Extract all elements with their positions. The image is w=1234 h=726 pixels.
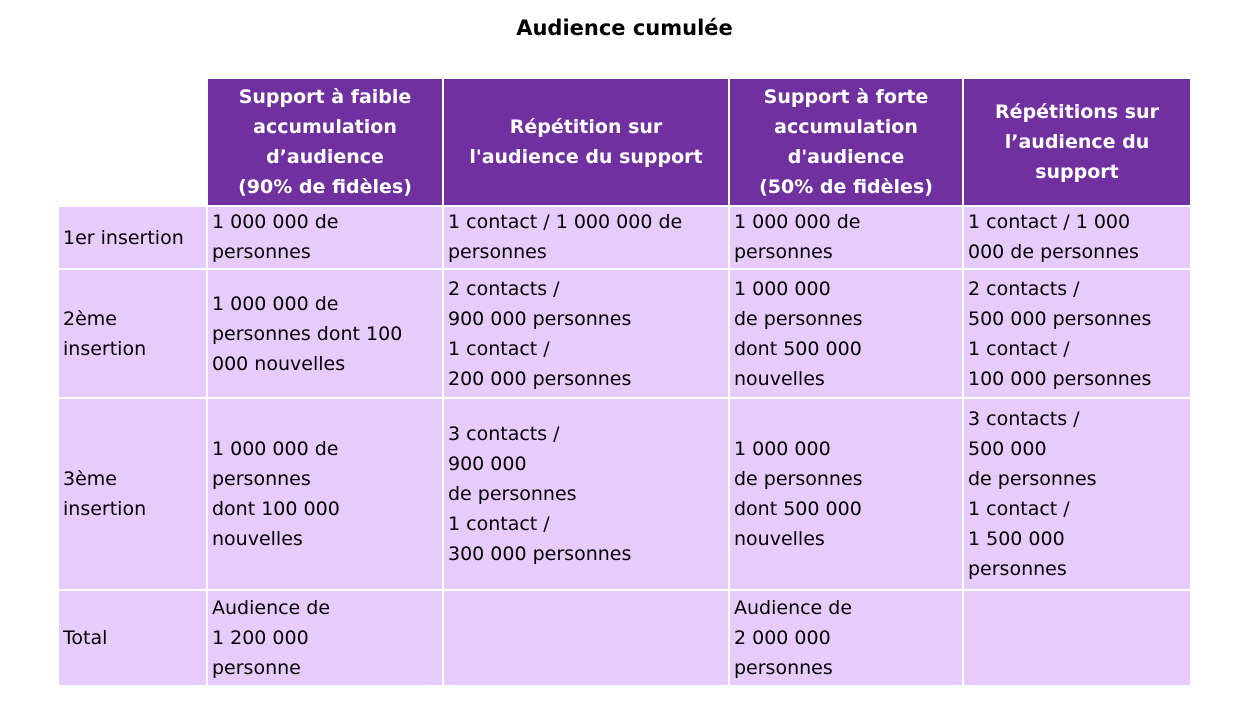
table-cell: 3 contacts / 500 000 de personnes 1 contact / 1 500 000 personnes — [963, 398, 1191, 590]
header-low-repetition: Répétition sur l'audience du support — [443, 78, 729, 206]
table-row — [58, 269, 1191, 398]
table-cell: 1 contact / 1 000 000 de personnes — [443, 206, 729, 269]
header-low-accumulation: Support à faible accumulation d’audience (90% de fidèles) — [207, 78, 443, 206]
header-row — [58, 78, 1191, 206]
row-label: 2ème insertion — [58, 269, 207, 398]
audience-table — [57, 77, 1192, 687]
table-cell: 1 contact / 1 000 000 de personnes — [963, 206, 1191, 269]
table-cell: Audience de 1 200 000 personne — [207, 590, 443, 686]
row-label: 1er insertion — [58, 206, 207, 269]
table-cell: 1 000 000 de personnes dont 500 000 nouvelles — [729, 398, 963, 590]
table-cell: 1 000 000 de personnes dont 500 000 nouvelles — [729, 269, 963, 398]
table-cell: 1 000 000 de personnes dont 100 000 nouvelles — [207, 398, 443, 590]
table-cell — [443, 590, 729, 686]
table-cell: 2 contacts / 900 000 personnes 1 contact / 200 000 personnes — [443, 269, 729, 398]
table-cell: 1 000 000 de personnes dont 100 000 nouvelles — [207, 269, 443, 398]
table-cell: 2 contacts / 500 000 personnes 1 contact / 100 000 personnes — [963, 269, 1191, 398]
table-row — [58, 206, 1191, 269]
row-label: 3ème insertion — [58, 398, 207, 590]
row-label: Total — [58, 590, 207, 686]
table-cell — [963, 590, 1191, 686]
header-high-accumulation: Support à forte accumulation d'audience (50% de fidèles) — [729, 78, 963, 206]
table-title: Audience cumulée — [516, 16, 733, 40]
header-corner — [58, 78, 207, 206]
table-row — [58, 590, 1191, 686]
table-cell: Audience de 2 000 000 personnes — [729, 590, 963, 686]
table-cell: 1 000 000 de personnes — [207, 206, 443, 269]
table-cell: 3 contacts / 900 000 de personnes 1 contact / 300 000 personnes — [443, 398, 729, 590]
table-cell: 1 000 000 de personnes — [729, 206, 963, 269]
header-high-repetition: Répétitions sur l’audience du support — [963, 78, 1191, 206]
table-row — [58, 398, 1191, 590]
